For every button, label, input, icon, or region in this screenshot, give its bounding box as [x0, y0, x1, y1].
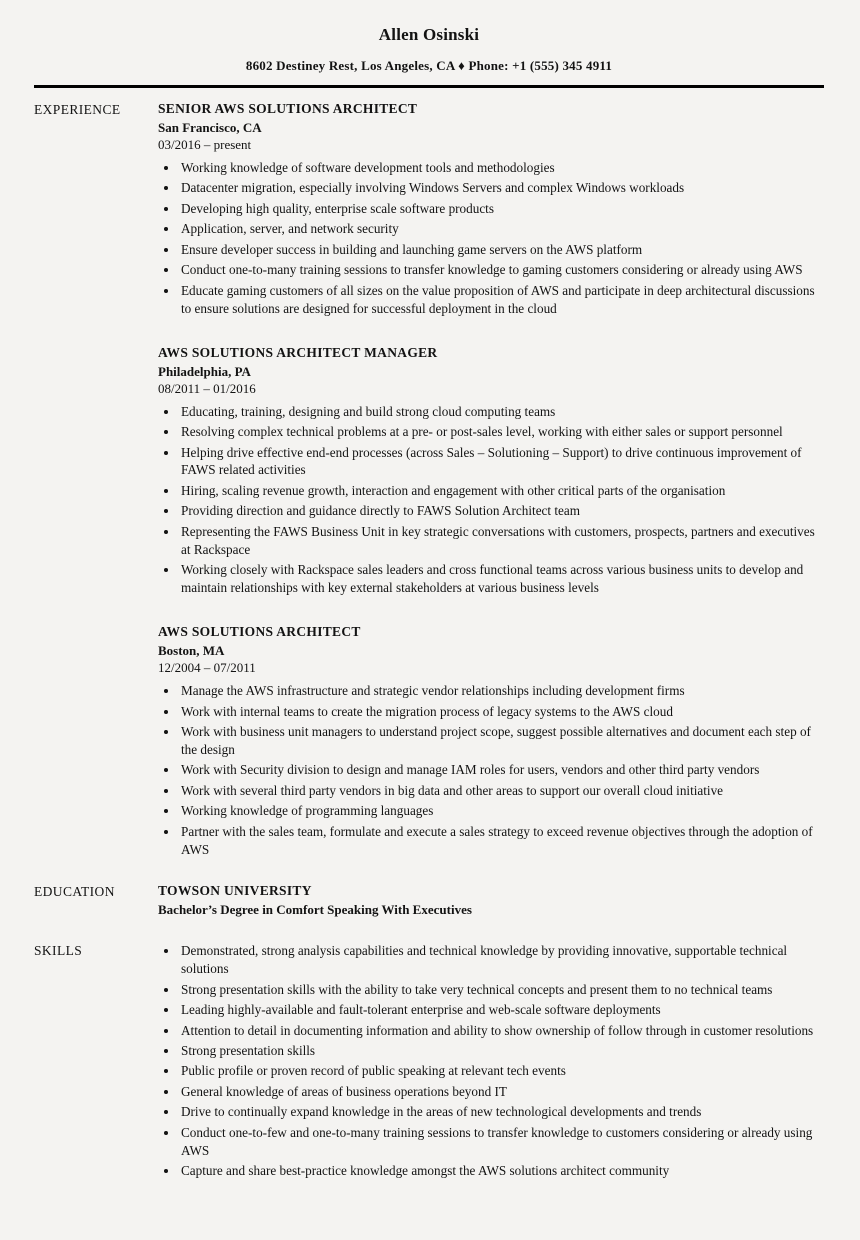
bullet-item: • Manage the AWS infrastructure and strategic vendor relationships including development firms: [179, 682, 824, 700]
job-bullet-list: [158, 159, 824, 318]
bullet-item: • Work with internal teams to create the migration process of legacy systems to the AWS cloud: [179, 703, 824, 721]
experience-section: [34, 101, 824, 861]
education-content: [158, 883, 824, 918]
education-section: [34, 883, 824, 918]
skill-item: • Conduct one-to-few and one-to-many training sessions to transfer knowledge to customers considering or already using AWS: [179, 1124, 824, 1160]
bullet-item: • Educate gaming customers of all sizes on the value proposition of AWS and participate in deep architectural discussions to ensure solutions are designed for successful deployment in the cloud: [179, 282, 824, 318]
job-entry-aws-solutions-architect: [158, 624, 824, 859]
skill-item: • Leading highly-available and fault-tolerant enterprise and web-scale software deployments: [179, 1001, 824, 1019]
bullet-item: • Working closely with Rackspace sales leaders and cross functional teams across various business units to develop and maintain relationships with key external stakeholders at various business levels: [179, 561, 824, 597]
skill-item: • General knowledge of areas of business operations beyond IT: [179, 1083, 824, 1101]
bullet-item: • Application, server, and network security: [179, 220, 824, 238]
skills-section-label: SKILLS: [34, 943, 83, 959]
skill-item: • Drive to continually expand knowledge in the areas of new technological developments and trends: [179, 1103, 824, 1121]
skill-item: • Capture and share best-practice knowledge amongst the AWS solutions architect community: [179, 1162, 824, 1180]
education-section-label: EDUCATION: [34, 884, 115, 900]
bullet-item: • Work with several third party vendors in big data and other areas to support our overall cloud initiative: [179, 782, 824, 800]
job-title: AWS SOLUTIONS ARCHITECT: [158, 624, 361, 640]
experience-section-label: EXPERIENCE: [34, 102, 121, 117]
contact-line: 8602 Destiney Rest, Los Angeles, CA ♦ Phone: +1 (555) 345 4911: [245, 58, 613, 73]
job-entry-senior-aws-solutions-architect: [158, 101, 824, 318]
bullet-item: • Helping drive effective end-end processes (across Sales – Solutioning – Support) to drive continuous improvement of FAWS related activities: [179, 444, 824, 480]
job-title: AWS SOLUTIONS ARCHITECT MANAGER: [158, 344, 438, 360]
skills-bullet-list: [158, 942, 824, 1180]
bullet-item: • Working knowledge of programming languages: [179, 802, 824, 820]
skill-item: • Strong presentation skills with the ability to take very technical concepts and present them to no technical teams: [179, 981, 824, 999]
skill-item: • Attention to detail in documenting information and ability to show ownership of follow through in customer resolutions: [179, 1022, 824, 1040]
bullet-item: • Working knowledge of software development tools and methodologies: [179, 159, 824, 177]
job-bullet-list: [158, 403, 824, 598]
job-location: Philadelphia, PA: [158, 363, 251, 379]
job-bullet-list: [158, 682, 824, 859]
resume-header: [34, 16, 824, 88]
bullet-item: • Work with business unit managers to understand project scope, suggest possible alternatives and document each step of the design: [179, 723, 824, 759]
job-location: Boston, MA: [158, 643, 225, 659]
job-dates: 03/2016 – present: [158, 137, 252, 152]
bullet-item: • Datacenter migration, especially involving Windows Servers and complex Windows workloads: [179, 179, 824, 197]
bullet-item: • Resolving complex technical problems at a pre- or post-sales level, working with either sales or support personnel: [179, 423, 824, 441]
bullet-item: • Hiring, scaling revenue growth, interaction and engagement with other critical parts of the organisation: [179, 482, 824, 500]
header-divider: [34, 85, 824, 88]
bullet-item: • Ensure developer success in building and launching game servers on the AWS platform: [179, 241, 824, 259]
job-dates: 12/2004 – 07/2011: [158, 660, 256, 676]
skills-section: [34, 942, 824, 1182]
skill-item: • Strong presentation skills: [179, 1042, 824, 1060]
bullet-item: • Developing high quality, enterprise scale software products: [179, 200, 824, 218]
skills-content: [158, 942, 824, 1182]
school-name: TOWSON UNIVERSITY: [158, 883, 312, 899]
candidate-name: Allen Osinski: [378, 25, 480, 44]
degree-name: Bachelor’s Degree in Comfort Speaking With Executives: [158, 902, 472, 918]
bullet-item: • Representing the FAWS Business Unit in key strategic conversations with customers, prospects, partners and executives at Rackspace: [179, 523, 824, 559]
skill-item: • Demonstrated, strong analysis capabilities and technical knowledge by providing innovative, supportable technical solutions: [179, 942, 824, 978]
job-title: SENIOR AWS SOLUTIONS ARCHITECT: [158, 101, 418, 116]
skill-item: • Public profile or proven record of public speaking at relevant tech events: [179, 1062, 824, 1080]
experience-content: [158, 101, 824, 861]
bullet-item: • Work with Security division to design and manage IAM roles for users, vendors and other third party vendors: [179, 761, 824, 779]
job-dates: 08/2011 – 01/2016: [158, 380, 256, 396]
bullet-item: • Conduct one-to-many training sessions to transfer knowledge to gaming customers considering or already using AWS: [179, 261, 824, 279]
job-entry-aws-solutions-architect-manager: [158, 345, 824, 598]
job-location: San Francisco, CA: [158, 120, 262, 135]
bullet-item: • Partner with the sales team, formulate and execute a sales strategy to exceed revenue objectives through the adoption of AWS: [179, 823, 824, 859]
bullet-item: • Providing direction and guidance directly to FAWS Solution Architect team: [179, 502, 824, 520]
bullet-item: • Educating, training, designing and build strong cloud computing teams: [179, 403, 824, 421]
